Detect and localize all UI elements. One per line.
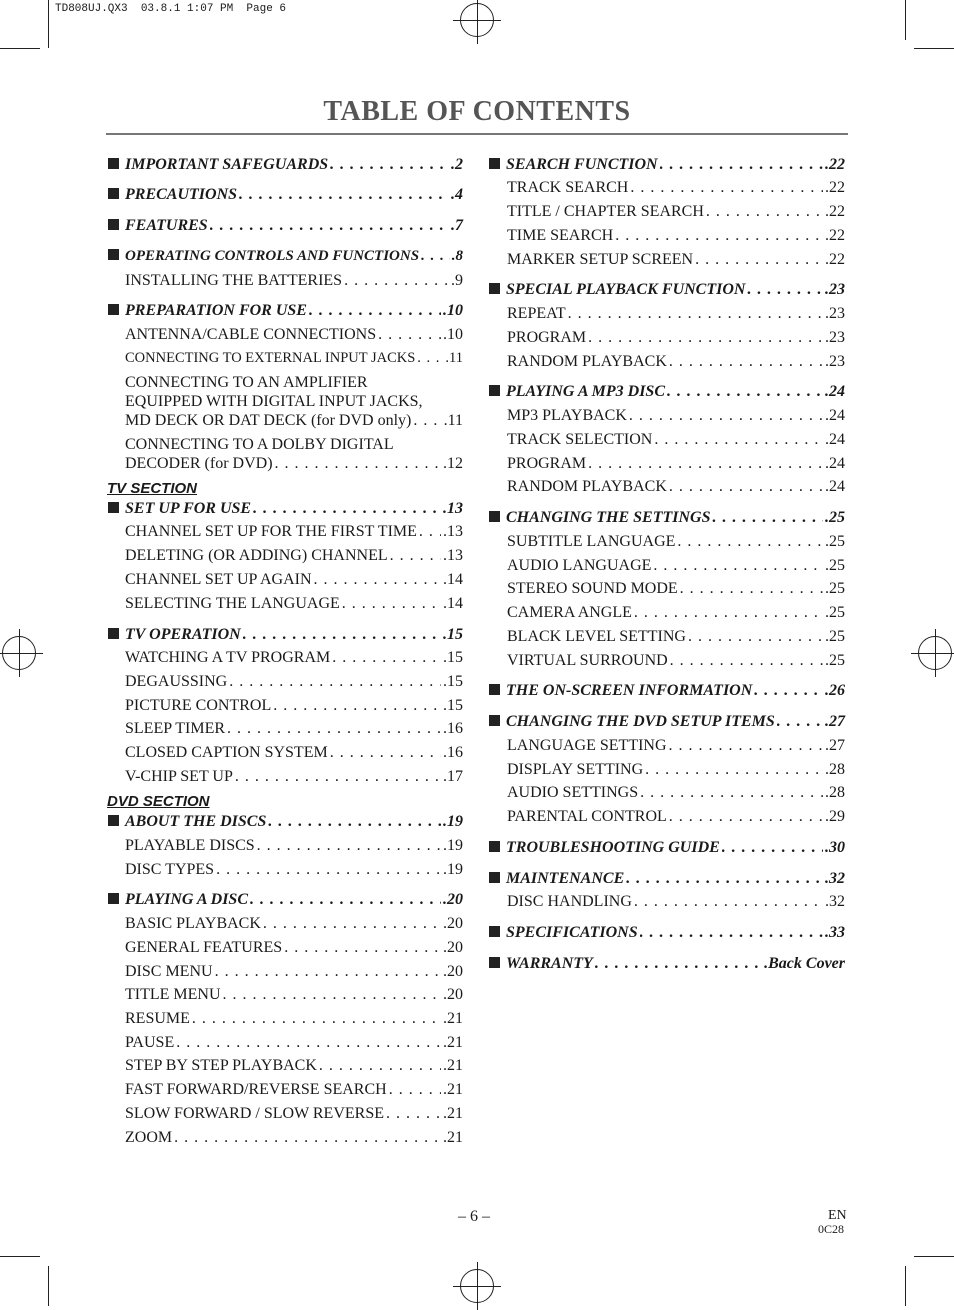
toc-entry-sub: MARKER SETUP SCREEN . . . .22 (507, 250, 845, 269)
toc-entry-sub: LANGUAGE SETTING . . . .27 (507, 736, 845, 755)
crop-mark (0, 1256, 40, 1257)
toc-entry-sub: ANTENNA/CABLE CONNECTIONS . . . .10 (125, 325, 463, 344)
bullet-square-icon (489, 926, 500, 937)
toc-entry-sub: DISC MENU . . . .20 (125, 962, 463, 981)
crop-mark (905, 1266, 906, 1306)
toc-entry-main: PREPARATION FOR USE . . . .10 (108, 301, 463, 320)
bullet-square-icon (489, 715, 500, 726)
toc-entry-sub: MD DECK OR DAT DECK (for DVD only) . . . .11 (125, 411, 463, 430)
toc-entry-sub: PLAYABLE DISCS . . . .19 (125, 836, 463, 855)
registration-mark (460, 1269, 494, 1303)
toc-entry-main: SPECIFICATIONS . . . .33 (489, 923, 845, 942)
toc-entry-sub: STEREO SOUND MODE . . . .25 (507, 579, 845, 598)
toc-entry-main: TROUBLESHOOTING GUIDE . . . .30 (489, 838, 845, 857)
toc-entry-sub: STEP BY STEP PLAYBACK . . . .21 (125, 1056, 463, 1075)
crop-mark (48, 1266, 49, 1306)
registration-mark (460, 3, 494, 37)
bullet-square-icon (108, 893, 119, 904)
bullet-square-icon (108, 249, 119, 260)
bullet-square-icon (489, 957, 500, 968)
toc-entry-main: PRECAUTIONS . . . .4 (108, 185, 463, 204)
bullet-square-icon (108, 188, 119, 199)
toc-entry-sub: PROGRAM . . . .23 (507, 328, 845, 347)
toc-entry-sub: MP3 PLAYBACK . . . .24 (507, 406, 845, 425)
toc-entry-sub: TITLE / CHAPTER SEARCH . . . .22 (507, 202, 845, 221)
toc-entry-main: SPECIAL PLAYBACK FUNCTION . . . .23 (489, 280, 845, 299)
bullet-square-icon (489, 841, 500, 852)
toc-entry-main: PLAYING A DISC . . . .20 (108, 890, 463, 909)
print-slug: TD808UJ.QX3 03.8.1 1:07 PM Page 6 (55, 3, 287, 15)
toc-entry-sub: TRACK SEARCH . . . .22 (507, 178, 845, 197)
toc-entry-sub: ZOOM . . . .21 (125, 1128, 463, 1147)
crop-mark (48, 0, 49, 48)
bullet-square-icon (108, 628, 119, 639)
crop-mark (914, 48, 954, 49)
toc-entry-sub: TIME SEARCH . . . .22 (507, 226, 845, 245)
toc-entry-sub: DEGAUSSING . . . .15 (125, 672, 463, 691)
toc-entry-sub-line: EQUIPPED WITH DIGITAL INPUT JACKS, (125, 393, 423, 410)
page-number: – 6 – (458, 1208, 490, 1225)
crop-mark (905, 0, 906, 40)
registration-mark (2, 636, 36, 670)
toc-entry-sub: TITLE MENU . . . .20 (125, 985, 463, 1004)
toc-entry-sub: DECODER (for DVD) . . . .12 (125, 454, 463, 473)
toc-entry-main: IMPORTANT SAFEGUARDS . . . .2 (108, 155, 463, 174)
language-code: EN (828, 1208, 847, 1223)
bullet-square-icon (489, 511, 500, 522)
toc-entry-sub: SUBTITLE LANGUAGE . . . .25 (507, 532, 845, 551)
toc-entry-sub: SLEEP TIMER . . . .16 (125, 719, 463, 738)
toc-entry-sub: CLOSED CAPTION SYSTEM . . . .16 (125, 743, 463, 762)
toc-entry-sub: GENERAL FEATURES . . . .20 (125, 938, 463, 957)
toc-entry-sub: INSTALLING THE BATTERIES . . . .9 (125, 271, 463, 290)
bullet-square-icon (108, 502, 119, 513)
section-heading-dvd: DVD SECTION (107, 793, 210, 810)
toc-entry-sub: BASIC PLAYBACK . . . .20 (125, 914, 463, 933)
bullet-square-icon (489, 684, 500, 695)
toc-entry-sub: DELETING (OR ADDING) CHANNEL . . . .13 (125, 546, 463, 565)
toc-entry-main: FEATURES . . . .7 (108, 216, 463, 235)
bullet-square-icon (489, 158, 500, 169)
section-heading-tv: TV SECTION (107, 480, 198, 497)
toc-entry-main: OPERATING CONTROLS AND FUNCTIONS . . . .8 (108, 247, 463, 266)
toc-entry-sub: V-CHIP SET UP . . . .17 (125, 767, 463, 786)
toc-entry-main: CHANGING THE DVD SETUP ITEMS . . . .27 (489, 712, 845, 731)
toc-entry-sub: AUDIO LANGUAGE . . . .25 (507, 556, 845, 575)
toc-entry-sub: PICTURE CONTROL . . . .15 (125, 696, 463, 715)
toc-entry-sub: CONNECTING TO EXTERNAL INPUT JACKS . . . .11 (125, 349, 463, 368)
registration-mark (918, 636, 952, 670)
toc-entry-sub-line: CONNECTING TO A DOLBY DIGITAL (125, 436, 394, 453)
toc-entry-sub: WATCHING A TV PROGRAM . . . .15 (125, 648, 463, 667)
toc-entry-main: PLAYING A MP3 DISC . . . .24 (489, 382, 845, 401)
toc-entry-sub: RANDOM PLAYBACK . . . .24 (507, 477, 845, 496)
bullet-square-icon (108, 158, 119, 169)
toc-entry-main: ABOUT THE DISCS . . . .19 (108, 812, 463, 831)
toc-entry-sub: DISC HANDLING . . . .32 (507, 892, 845, 911)
toc-entry-sub: PARENTAL CONTROL . . . .29 (507, 807, 845, 826)
toc-entry-sub: RANDOM PLAYBACK . . . .23 (507, 352, 845, 371)
toc-entry-main: THE ON-SCREEN INFORMATION . . . .26 (489, 681, 845, 700)
bullet-square-icon (489, 385, 500, 396)
document-code: 0C28 (818, 1222, 845, 1236)
toc-entry-sub: TRACK SELECTION . . . .24 (507, 430, 845, 449)
toc-entry-sub: VIRTUAL SURROUND . . . .25 (507, 651, 845, 670)
crop-mark (914, 1256, 954, 1257)
toc-entry-sub: FAST FORWARD/REVERSE SEARCH . . . .21 (125, 1080, 463, 1099)
page-title: TABLE OF CONTENTS (323, 96, 631, 127)
toc-entry-sub: CHANNEL SET UP AGAIN . . . .14 (125, 570, 463, 589)
toc-entry-sub: CAMERA ANGLE . . . .25 (507, 603, 845, 622)
toc-entry-sub-line: CONNECTING TO AN AMPLIFIER (125, 374, 368, 391)
toc-entry-sub: AUDIO SETTINGS . . . .28 (507, 783, 845, 802)
toc-entry-sub: RESUME . . . .21 (125, 1009, 463, 1028)
bullet-square-icon (489, 283, 500, 294)
toc-entry-sub: DISPLAY SETTING . . . .28 (507, 760, 845, 779)
bullet-square-icon (108, 219, 119, 230)
crop-mark (0, 48, 40, 49)
toc-entry-sub: PAUSE . . . .21 (125, 1033, 463, 1052)
toc-entry-sub: SELECTING THE LANGUAGE . . . .14 (125, 594, 463, 613)
toc-entry-sub: DISC TYPES . . . .19 (125, 860, 463, 879)
bullet-square-icon (489, 872, 500, 883)
toc-entry-main: WARRANTY . . . .Back Cover (489, 954, 845, 973)
toc-entry-main: MAINTENANCE . . . .32 (489, 869, 845, 888)
toc-entry-sub: PROGRAM . . . .24 (507, 454, 845, 473)
bullet-square-icon (108, 815, 119, 826)
toc-entry-main: CHANGING THE SETTINGS . . . .25 (489, 508, 845, 527)
toc-entry-sub: BLACK LEVEL SETTING . . . .25 (507, 627, 845, 646)
toc-entry-main: SEARCH FUNCTION . . . .22 (489, 155, 845, 174)
bullet-square-icon (108, 304, 119, 315)
toc-entry-sub: SLOW FORWARD / SLOW REVERSE . . . .21 (125, 1104, 463, 1123)
toc-entry-main: SET UP FOR USE . . . .13 (108, 499, 463, 518)
toc-entry-sub: REPEAT . . . .23 (507, 304, 845, 323)
title-rule (106, 133, 848, 135)
toc-entry-main: TV OPERATION . . . .15 (108, 625, 463, 644)
toc-entry-sub: CHANNEL SET UP FOR THE FIRST TIME . . . .13 (125, 522, 463, 541)
